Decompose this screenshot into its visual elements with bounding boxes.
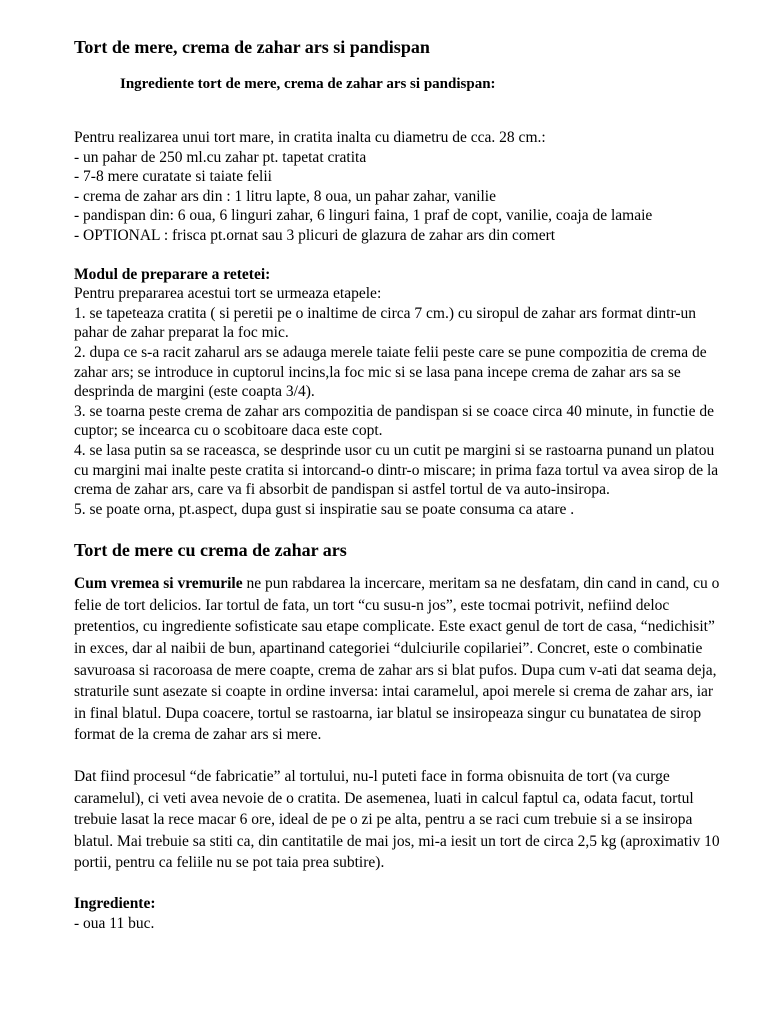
ingredients-intro: Pentru realizarea unui tort mare, in cratita inalta cu diametru de cca. 28 cm.: xyxy=(74,129,546,146)
ingredients-section xyxy=(74,128,728,246)
second-title: Tort de mere cu crema de zahar ars xyxy=(74,540,347,561)
method-section xyxy=(74,265,728,520)
ingredient2-item: - oua 11 buc. xyxy=(74,914,155,932)
method-step: 5. se poate orna, pt.aspect, dupa gust si inspiratie sau se poate consuma ca atare . xyxy=(74,500,575,518)
method-intro: Pentru prepararea acestui tort se urmeaza etapele: xyxy=(74,285,382,303)
intro-bold-lead: Cum vremea si vremurile xyxy=(74,575,243,593)
page-title: Tort de mere, crema de zahar ars si pandispan xyxy=(74,37,430,57)
ingredient-item: - un pahar de 250 ml.cu zahar pt. tapetat cratita xyxy=(74,148,367,166)
intro-paragraph xyxy=(74,573,728,746)
ingredient-item: - 7-8 mere curatate si taiate felii xyxy=(74,168,272,186)
ingredient-item: - OPTIONAL : frisca pt.ornat sau 3 plicuri de glazura de zahar ars din comert xyxy=(74,226,556,244)
ingredient-item: - crema de zahar ars din : 1 litru lapte, 8 oua, un pahar zahar, vanilie xyxy=(74,187,496,205)
method-step: 1. se tapeteaza cratita ( si peretii pe o inaltime de circa 7 cm.) cu siropul de zahar ars format dintr-un pahar de zahar preparat la foc mic. xyxy=(74,304,696,342)
method-step: 2. dupa ce s-a racit zaharul ars se adauga merele taiate felii peste care se pune compozitia de crema de zahar ars; se introduce in cuptorul incins,la foc mic si se lasa pana incepe crema de zahar ars sa se desprinda de margini (este coapta 3/4). xyxy=(74,343,707,401)
intro-paragraph-text: ne pun rabdarea la incercare, meritam sa ne desfatam, din cand in cand, cu o felie de tort delicios. Iar tortul de fata, un tort “cu susu-n jos”, este tocmai potrivit, nefiind deloc pretentios, cu ingrediente sofisticate sau etape complicate. Este exact genul de tort de casa, “nedichisit” in exces, dar al naibii de bun, apartinand categoriei “dulciurile copilariei”. Concret, este o combinatie savuroasa si racoroasa de mere coapte, crema de zahar ars si blat pufos. Dupa cum v-ati dat seama deja, straturile sunt asezate si coapte in ordine inversa: intai caramelul, apoi merele si crema de zahar ars, iar in final blatul. Dupa coacere, tortul se rastoarna, iar blatul se insiropeaza singur cu bunatatea de sirop format de la crema de zahar ars si mere. xyxy=(74,575,720,744)
method-heading: Modul de preparare a retetei: xyxy=(74,265,271,283)
method-step: 4. se lasa putin sa se raceasca, se desprinde usor cu un cutit pe margini si se rastoarna punand un platou cu margini mai inalte peste cratita si intorcand-o dintr-o miscare; in prima faza tortul va avea sirop de la crema de zahar ars, care va fi absorbit de pandispan si astfel tortul de va auto-insiropa. xyxy=(74,441,719,499)
ingredients2-heading: Ingrediente: xyxy=(74,895,156,912)
ingredients-heading: Ingrediente tort de mere, crema de zahar ars si pandispan: xyxy=(120,76,496,92)
process-paragraph: Dat fiind procesul “de fabricatie” al tortului, nu-l puteti face in forma obisnuita de tort (va curge caramelul), ci veti avea nevoie de o cratita. De asemenea, luati in calcul faptul ca, odata facut, tortul trebuie lasat la rece macar 6 ore, ideal de pe o zi pe alta, pentru a se raci cum trebuie si a se insiropa blatul. Mai trebuie sa stiti ca, din cantitatile de mai jos, mi-a iesit un tort de circa 2,5 kg (aproximativ 10 portii, pentru ca feliile nu se pot taia prea subtire). xyxy=(74,768,720,872)
ingredient-item: - pandispan din: 6 oua, 6 linguri zahar, 6 linguri faina, 1 praf de copt, vanilie, coaja de lamaie xyxy=(74,207,653,225)
method-step: 3. se toarna peste crema de zahar ars compozitia de pandispan si se coace circa 40 minute, in functie de cuptor; se incearca cu o scobitoare daca este copt. xyxy=(74,402,714,440)
ingredients2-section xyxy=(74,894,728,933)
